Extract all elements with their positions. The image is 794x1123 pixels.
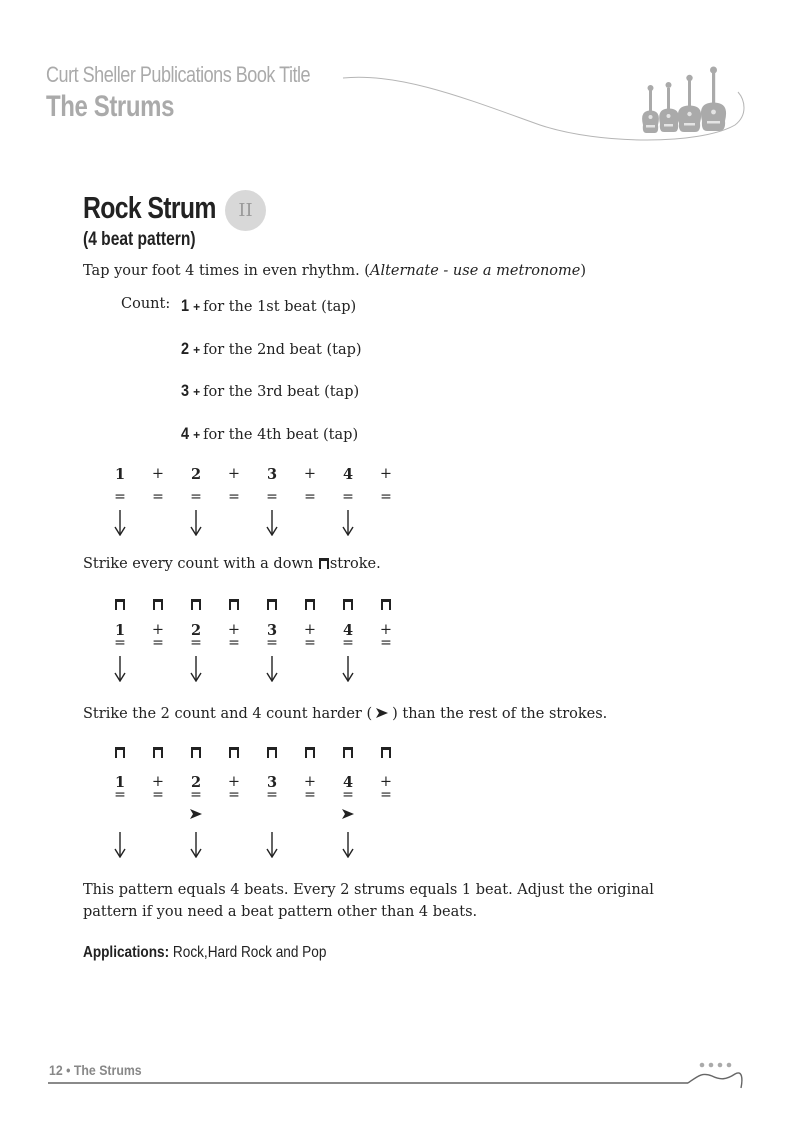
accent-icon [181,808,211,820]
applications-value: Rock,Hard Rock and Pop [172,944,327,961]
beat-count-label: 1 [114,774,126,791]
count-plus: + [193,300,201,314]
applications-label: Applications: [83,944,170,961]
down-strum-arrow-icon [181,656,211,682]
downstroke-icon [181,598,211,610]
count-number: 4 [181,424,190,443]
count-equals-mark: = [228,489,240,505]
count-equals-mark: = [190,787,202,803]
downstroke-icon [333,598,363,610]
strike1-after: stroke. [329,556,381,572]
count-row [181,424,358,444]
strike-harder-text [83,706,607,722]
downstroke-icon [219,598,249,610]
count-equals-mark: = [152,489,164,505]
beat-count-label: 1 [114,466,126,483]
count-equals-mark: = [304,635,316,651]
count-equals-mark: = [304,489,316,505]
count-equals-mark: = [228,787,240,803]
count-label: Count: [121,296,171,312]
down-strum-arrow-icon [105,832,135,858]
downstroke-icon [295,746,325,758]
count-equals-mark: = [380,635,392,651]
downstroke-icon [143,746,173,758]
and-count-label: + [151,622,165,638]
downstroke-icon [257,746,287,758]
intro-paragraph [83,263,586,279]
strike1-before: Strike every count with a down [83,556,318,572]
down-strum-arrow-icon [333,656,363,682]
down-strum-arrow-icon [333,832,363,858]
beat-count-label: 4 [342,466,354,483]
count-row [181,381,359,401]
and-count-label: + [379,466,393,482]
count-number: 1 [181,296,190,315]
and-count-label: + [303,622,317,638]
intro-close: ) [580,263,587,279]
footer-separator: • [66,1062,71,1078]
count-equals-mark: = [266,635,278,651]
section-title: Rock Strum [83,190,216,225]
downstroke-icon [371,598,401,610]
count-text: for the 2nd beat (tap) [203,342,362,358]
and-count-label: + [151,774,165,790]
downstroke-icon [105,746,135,758]
downstroke-icon [219,746,249,758]
count-equals-mark: = [342,635,354,651]
book-title: Curt Sheller Publications Book Title [46,62,311,87]
beat-count-label: 3 [266,466,278,483]
down-strum-arrow-icon [105,510,135,536]
downstroke-icon [371,746,401,758]
down-strum-arrow-icon [257,832,287,858]
down-strum-arrow-icon [105,656,135,682]
count-number: 2 [181,339,190,358]
page-number: 12 [49,1062,63,1078]
downstroke-icon [181,746,211,758]
count-equals-mark: = [190,489,202,505]
count-row [181,339,362,359]
footer-rule [48,1082,688,1084]
footer-chapter: The Strums [73,1062,142,1078]
count-equals-mark: = [152,787,164,803]
count-equals-mark: = [114,635,126,651]
down-strum-arrow-icon [181,510,211,536]
accent-icon [333,808,363,820]
beat-count-label: 4 [342,774,354,791]
applications [83,944,326,962]
beat-count-label: 2 [190,774,202,791]
down-strum-arrow-icon [181,832,211,858]
count-plus: + [193,343,201,357]
and-count-label: + [379,774,393,790]
count-equals-mark: = [266,489,278,505]
and-count-label: + [303,466,317,482]
downstroke-icon [333,746,363,758]
count-equals-mark: = [114,787,126,803]
section-subtitle: (4 beat pattern) [83,229,196,250]
strike2-after: ) than the rest of the strokes. [392,706,608,722]
beat-count-label: 3 [266,774,278,791]
count-equals-mark: = [266,787,278,803]
count-text: for the 1st beat (tap) [203,299,357,315]
intro-italic: Alternate - use a metronome [369,263,581,279]
beat-count-label: 4 [342,622,354,639]
count-row [181,296,356,316]
count-number: 3 [181,381,190,400]
down-strum-arrow-icon [257,656,287,682]
count-equals-mark: = [380,787,392,803]
count-text: for the 4th beat (tap) [203,427,359,443]
and-count-label: + [227,622,241,638]
count-equals-mark: = [228,635,240,651]
beat-count-label: 2 [190,622,202,639]
count-equals-mark: = [342,787,354,803]
downstroke-icon [319,557,329,569]
count-plus: + [193,428,201,442]
strike2-before: Strike the 2 count and 4 count harder ( [83,706,373,722]
chapter-title: The Strums [46,90,175,123]
count-equals-mark: = [342,489,354,505]
intro-text: Tap your foot 4 times in even rhythm. ( [83,263,370,279]
summary-paragraph: This pattern equals 4 beats. Every 2 strums equals 1 beat. Adjust the original pattern if you need a beat pattern other than 4 beats. [83,882,654,920]
strike-every-count-text [83,556,381,572]
and-count-label: + [379,622,393,638]
and-count-label: + [227,466,241,482]
downstroke-icon [257,598,287,610]
and-count-label: + [151,466,165,482]
and-count-label: + [303,774,317,790]
count-equals-mark: = [190,635,202,651]
count-equals-mark: = [152,635,164,651]
down-strum-arrow-icon [257,510,287,536]
count-equals-mark: = [380,489,392,505]
count-equals-mark: = [114,489,126,505]
count-plus: + [193,385,201,399]
down-strum-arrow-icon [333,510,363,536]
downstroke-icon [295,598,325,610]
level-badge: II [225,190,266,231]
beat-count-label: 2 [190,466,202,483]
beat-count-label: 1 [114,622,126,639]
downstroke-icon [105,598,135,610]
beat-count-label: 3 [266,622,278,639]
and-count-label: + [227,774,241,790]
downstroke-icon [143,598,173,610]
count-equals-mark: = [304,787,316,803]
footer-decoration-icon [680,1058,750,1090]
accent-icon [375,707,389,719]
footer-page-label [49,1062,142,1078]
count-text: for the 3rd beat (tap) [203,384,360,400]
